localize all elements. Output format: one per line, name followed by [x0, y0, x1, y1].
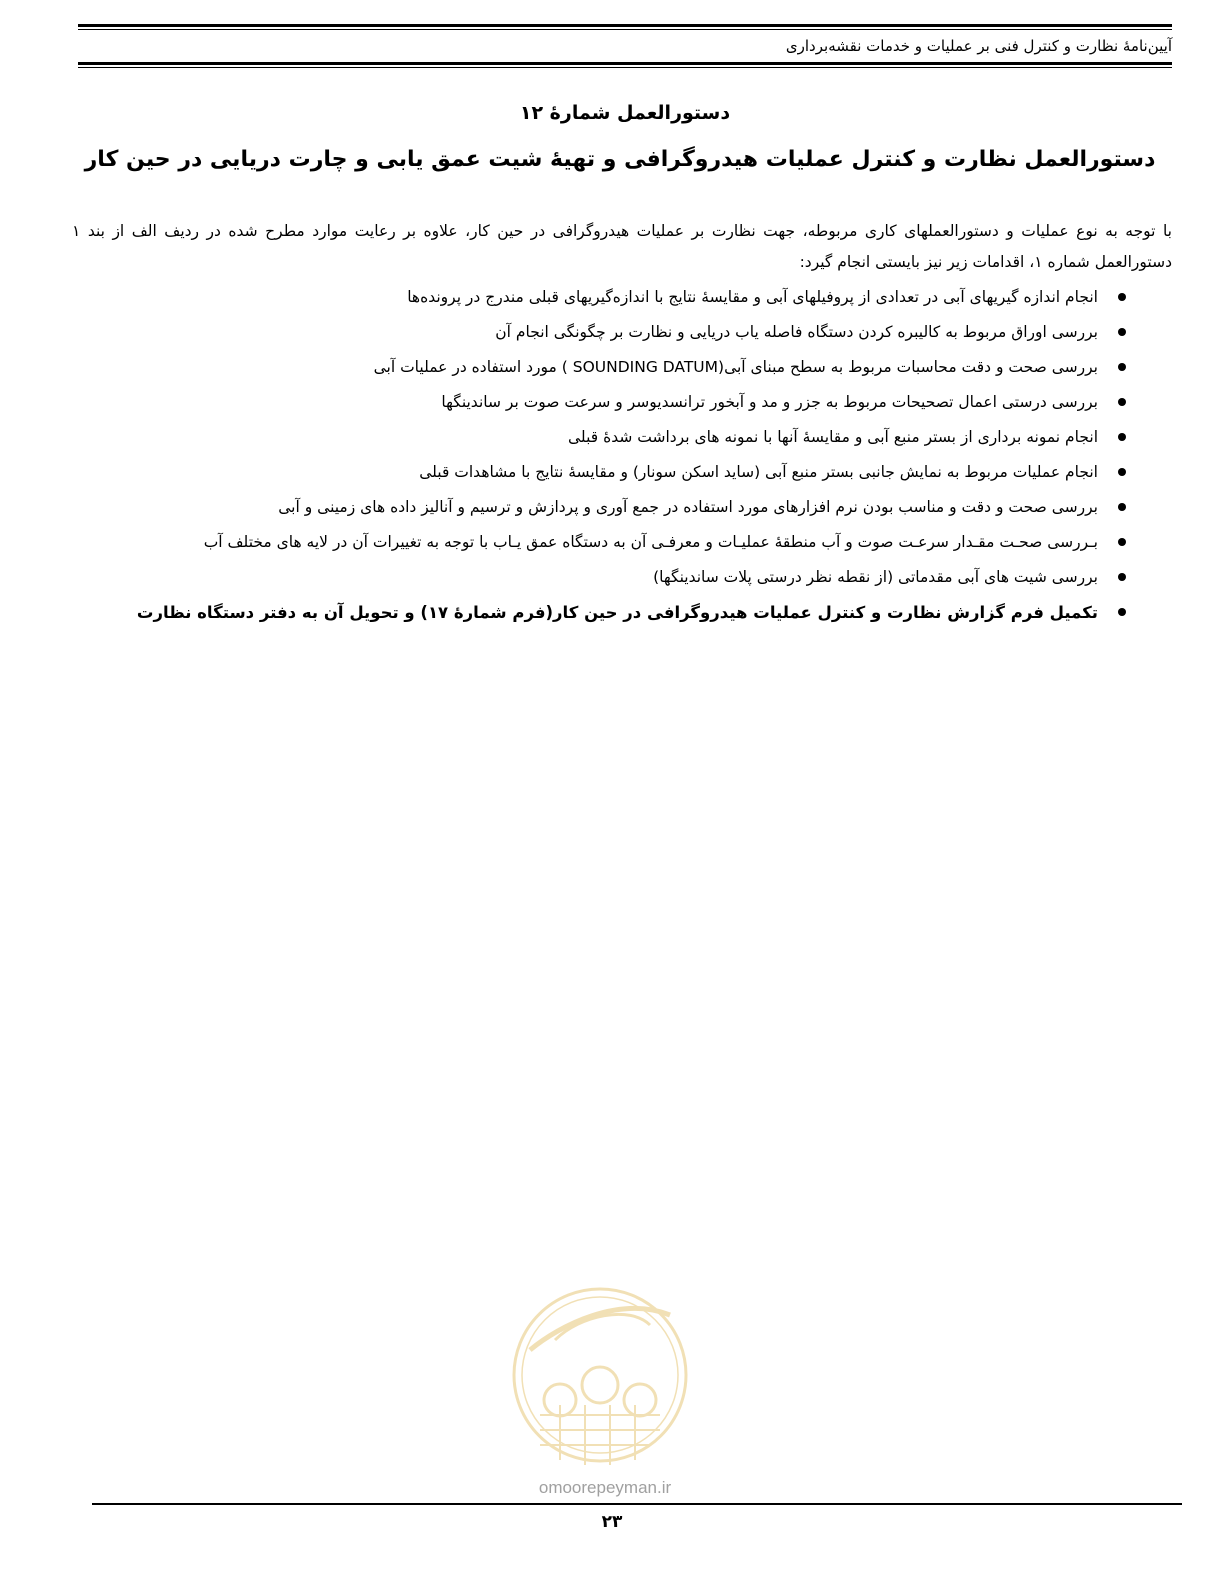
list-item: بررسی صحت و دقت محاسبات مربوط به سطح مبنای آبی(SOUNDING DATUM ) مورد استفاده در عملیات آبی — [94, 352, 1124, 383]
header-bottom-rule-thin — [78, 67, 1172, 68]
requirements-list — [94, 282, 1124, 632]
bullet-icon — [1118, 608, 1126, 616]
list-item: انجام عملیات مربوط به نمایش جانبی بستر منبع آبی (ساید اسکن سونار) و مقایسهٔ نتایج با مشاهدات قبلی — [94, 457, 1124, 488]
list-item: بررسی صحت و دقت و مناسب بودن نرم افزارهای مورد استفاده در جمع آوری و پردازش و ترسیم و آنالیز داده های زمینی و آبی — [94, 492, 1124, 523]
bullet-icon — [1118, 433, 1126, 441]
list-item-final-report: تکمیل فرم گزارش نظارت و کنترل عملیات هیدروگرافی در حین کار(فرم شمارهٔ ۱۷) و تحویل آن به دفتر دستگاه نظارت — [94, 597, 1124, 628]
list-item: بـررسی صحـت مقـدار سرعـت صوت و آب منطقهٔ عملیـات و معرفـی آن به دستگاه عمق یـاب با توجه به تغییرات آن در لایه های مختلف آب — [94, 527, 1124, 558]
bullet-icon — [1118, 503, 1126, 511]
bullet-icon — [1118, 363, 1126, 371]
list-item: بررسی شیت های آبی مقدماتی (از نقطه نظر درستی پلات ساندینگها) — [94, 562, 1124, 593]
bullet-icon — [1118, 538, 1126, 546]
bullet-icon — [1118, 328, 1126, 336]
bullet-icon — [1118, 468, 1126, 476]
list-item: بررسی اوراق مربوط به کالیبره کردن دستگاه فاصله یاب دریایی و نظارت بر چگونگی انجام آن — [94, 317, 1124, 348]
list-item: بررسی درستی اعمال تصحیحات مربوط به جزر و مد و آبخور ترانسدیوسر و سرعت صوت بر ساندینگها — [94, 387, 1124, 418]
instruction-title: دستورالعمل نظارت و کنترل عملیات هیدروگرافی و تهیهٔ شیت عمق یابی و چارت دریایی در حین کار — [84, 147, 1156, 172]
footer-rule — [92, 1503, 1182, 1505]
bullet-icon — [1118, 293, 1126, 301]
running-header-title: آیین‌نامهٔ نظارت و کنترل فنی بر عملیات و خدمات نقشه‌برداری — [785, 37, 1172, 55]
list-item: انجام اندازه گیریهای آبی در تعدادی از پروفیلهای آبی و مقایسهٔ نتایج با اندازه‌گیریهای قبلی مندرج در پرونده‌ها — [94, 282, 1124, 313]
instruction-number-heading: دستورالعمل شمارهٔ ۱۲ — [519, 102, 731, 124]
header-top-rule — [78, 24, 1172, 27]
intro-paragraph: با توجه به نوع عملیات و دستورالعملهای کاری مربوطه، جهت نظارت بر عملیات هیدروگرافی در حین کار، علاوه بر رعایت موارد مطرح شده در ردیف الف از بند ۱ دستورالعمل شماره ۱، اقدامات زیر نیز بایستی انجام گیرد: — [72, 222, 1172, 271]
header-bottom-rule — [78, 62, 1172, 65]
bullet-icon — [1118, 398, 1126, 406]
header-top-rule-thin — [78, 29, 1172, 30]
page-number: ۲۳ — [601, 1512, 623, 1532]
watermark-logo — [500, 1255, 700, 1505]
watermark-site-text: omoorepeyman.ir — [538, 1478, 672, 1497]
list-item: انجام نمونه برداری از بستر منبع آبی و مقایسهٔ آنها با نمونه های برداشت شدهٔ قبلی — [94, 422, 1124, 453]
bullet-icon — [1118, 573, 1126, 581]
